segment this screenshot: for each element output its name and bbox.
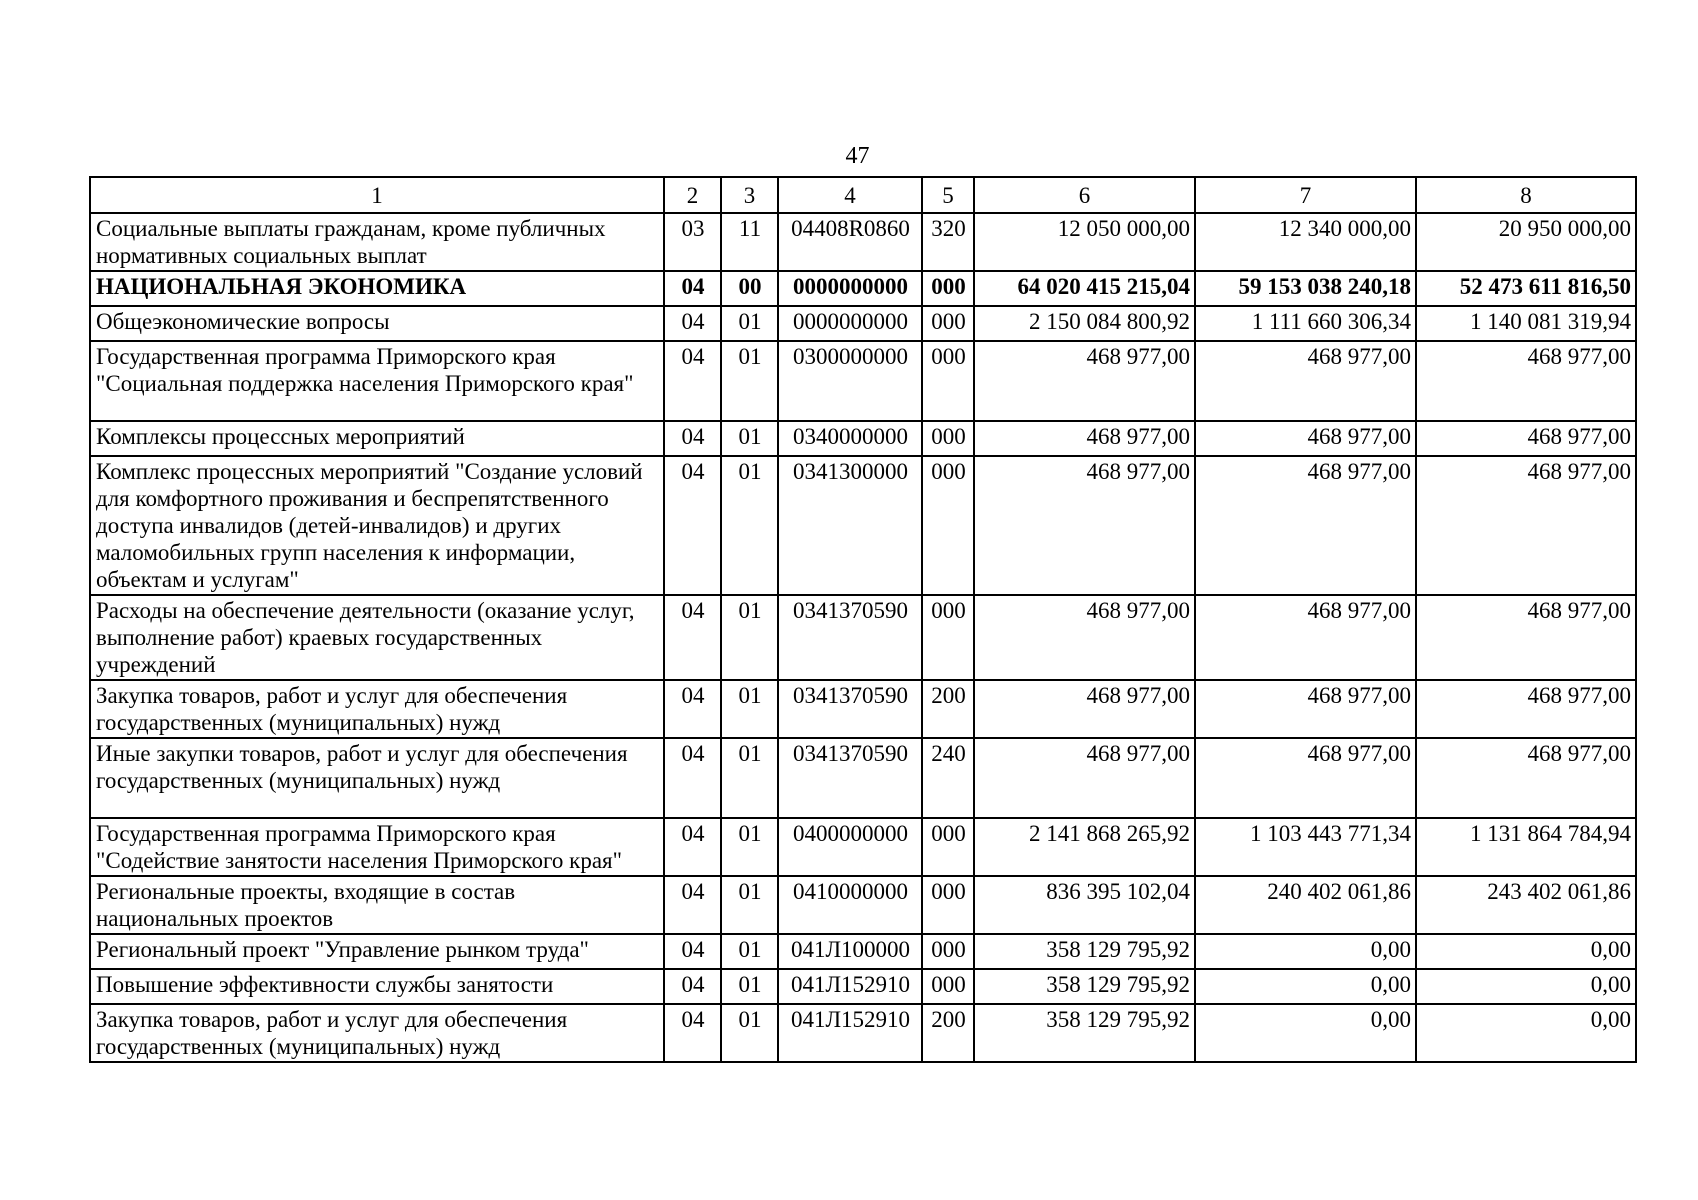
- row-code-2-cell: 04: [664, 818, 721, 876]
- row-code-4-cell: 0341370590: [778, 680, 922, 738]
- table-row: [90, 421, 1636, 456]
- row-amount-8-cell: 52 473 611 816,50: [1416, 271, 1636, 306]
- row-amount-8-cell: 468 977,00: [1416, 680, 1636, 738]
- table-row: [90, 680, 1636, 738]
- row-code-5-cell: 200: [922, 1004, 974, 1062]
- row-code-4-cell: 0000000000: [778, 271, 922, 306]
- row-code-3-cell: 01: [721, 876, 778, 934]
- row-code-3-cell: 01: [721, 969, 778, 1004]
- table-row: [90, 595, 1636, 680]
- table-row: [90, 1004, 1636, 1062]
- row-amount-7-cell: 12 340 000,00: [1195, 213, 1416, 271]
- row-code-5-cell: 000: [922, 595, 974, 680]
- column-header: 4: [778, 177, 922, 213]
- row-amount-6-cell: 468 977,00: [974, 341, 1195, 421]
- row-amount-8-cell: 468 977,00: [1416, 738, 1636, 818]
- row-amount-7-cell: 240 402 061,86: [1195, 876, 1416, 934]
- row-amount-7-cell: 0,00: [1195, 1004, 1416, 1062]
- row-code-3-cell: 01: [721, 818, 778, 876]
- row-code-5-cell: 000: [922, 969, 974, 1004]
- row-code-2-cell: 03: [664, 213, 721, 271]
- column-header: 7: [1195, 177, 1416, 213]
- row-amount-7-cell: 1 111 660 306,34: [1195, 306, 1416, 341]
- column-header: 3: [721, 177, 778, 213]
- row-code-5-cell: 000: [922, 818, 974, 876]
- row-amount-7-cell: 468 977,00: [1195, 680, 1416, 738]
- row-code-3-cell: 01: [721, 341, 778, 421]
- row-amount-6-cell: 358 129 795,92: [974, 969, 1195, 1004]
- row-code-5-cell: 200: [922, 680, 974, 738]
- row-amount-6-cell: 468 977,00: [974, 421, 1195, 456]
- row-amount-8-cell: 0,00: [1416, 969, 1636, 1004]
- row-code-4-cell: 0410000000: [778, 876, 922, 934]
- table-header-row: [90, 177, 1636, 213]
- row-name-cell: НАЦИОНАЛЬНАЯ ЭКОНОМИКА: [90, 271, 664, 306]
- row-amount-8-cell: 468 977,00: [1416, 341, 1636, 421]
- table-row: [90, 271, 1636, 306]
- row-code-2-cell: 04: [664, 456, 721, 595]
- row-code-4-cell: 0341370590: [778, 595, 922, 680]
- row-name-cell: Закупка товаров, работ и услуг для обеспечения государственных (муниципальных) нужд: [90, 680, 664, 738]
- row-code-5-cell: 320: [922, 213, 974, 271]
- row-code-3-cell: 01: [721, 456, 778, 595]
- row-amount-7-cell: 468 977,00: [1195, 456, 1416, 595]
- row-amount-8-cell: 243 402 061,86: [1416, 876, 1636, 934]
- row-name-cell: Региональные проекты, входящие в состав национальных проектов: [90, 876, 664, 934]
- row-code-4-cell: 041Л152910: [778, 1004, 922, 1062]
- row-code-2-cell: 04: [664, 271, 721, 306]
- row-code-2-cell: 04: [664, 680, 721, 738]
- row-amount-6-cell: 468 977,00: [974, 456, 1195, 595]
- row-name-cell: Расходы на обеспечение деятельности (оказание услуг, выполнение работ) краевых государственных учреждений: [90, 595, 664, 680]
- row-amount-7-cell: 59 153 038 240,18: [1195, 271, 1416, 306]
- row-code-2-cell: 04: [664, 876, 721, 934]
- row-name-cell: Закупка товаров, работ и услуг для обеспечения государственных (муниципальных) нужд: [90, 1004, 664, 1062]
- row-code-2-cell: 04: [664, 934, 721, 969]
- column-header: 5: [922, 177, 974, 213]
- table-row: [90, 213, 1636, 271]
- table-row: [90, 306, 1636, 341]
- column-header: 6: [974, 177, 1195, 213]
- row-code-4-cell: 041Л100000: [778, 934, 922, 969]
- row-code-5-cell: 240: [922, 738, 974, 818]
- row-name-cell: Государственная программа Приморского края "Социальная поддержка населения Приморского края": [90, 341, 664, 421]
- row-code-3-cell: 01: [721, 738, 778, 818]
- row-code-5-cell: 000: [922, 306, 974, 341]
- row-amount-7-cell: 0,00: [1195, 969, 1416, 1004]
- row-amount-6-cell: 12 050 000,00: [974, 213, 1195, 271]
- row-amount-6-cell: 358 129 795,92: [974, 1004, 1195, 1062]
- row-amount-7-cell: 468 977,00: [1195, 738, 1416, 818]
- column-header: 2: [664, 177, 721, 213]
- budget-table: [89, 176, 1637, 1063]
- row-code-4-cell: 0300000000: [778, 341, 922, 421]
- row-code-2-cell: 04: [664, 738, 721, 818]
- row-code-4-cell: 0341300000: [778, 456, 922, 595]
- column-header: 1: [90, 177, 664, 213]
- row-code-4-cell: 041Л152910: [778, 969, 922, 1004]
- row-name-cell: Иные закупки товаров, работ и услуг для обеспечения государственных (муниципальных) нужд: [90, 738, 664, 818]
- row-code-4-cell: 04408R0860: [778, 213, 922, 271]
- table-row: [90, 341, 1636, 421]
- row-amount-7-cell: 468 977,00: [1195, 421, 1416, 456]
- row-amount-8-cell: 1 140 081 319,94: [1416, 306, 1636, 341]
- row-code-2-cell: 04: [664, 595, 721, 680]
- row-code-2-cell: 04: [664, 341, 721, 421]
- table-row: [90, 818, 1636, 876]
- row-name-cell: Государственная программа Приморского края "Содействие занятости населения Приморского края": [90, 818, 664, 876]
- row-code-5-cell: 000: [922, 341, 974, 421]
- row-code-3-cell: 11: [721, 213, 778, 271]
- page-number: 47: [845, 143, 870, 169]
- row-code-4-cell: 0000000000: [778, 306, 922, 341]
- row-amount-6-cell: 64 020 415 215,04: [974, 271, 1195, 306]
- row-amount-6-cell: 358 129 795,92: [974, 934, 1195, 969]
- row-name-cell: Социальные выплаты гражданам, кроме публичных нормативных социальных выплат: [90, 213, 664, 271]
- row-code-2-cell: 04: [664, 421, 721, 456]
- row-code-2-cell: 04: [664, 1004, 721, 1062]
- table-body: [90, 213, 1636, 1062]
- row-code-4-cell: 0340000000: [778, 421, 922, 456]
- row-amount-7-cell: 468 977,00: [1195, 341, 1416, 421]
- table-row: [90, 876, 1636, 934]
- table-row: [90, 969, 1636, 1004]
- row-amount-8-cell: 1 131 864 784,94: [1416, 818, 1636, 876]
- column-header: 8: [1416, 177, 1636, 213]
- row-amount-6-cell: 2 141 868 265,92: [974, 818, 1195, 876]
- table-row: [90, 456, 1636, 595]
- row-code-5-cell: 000: [922, 876, 974, 934]
- row-amount-8-cell: 468 977,00: [1416, 456, 1636, 595]
- row-name-cell: Комплекс процессных мероприятий "Создание условий для комфортного проживания и беспрепятственного доступа инвалидов (детей-инвалидов) и других маломобильных групп населения к информации, объектам и услугам": [90, 456, 664, 595]
- row-code-5-cell: 000: [922, 421, 974, 456]
- row-amount-8-cell: 20 950 000,00: [1416, 213, 1636, 271]
- row-code-4-cell: 0400000000: [778, 818, 922, 876]
- row-name-cell: Повышение эффективности службы занятости: [90, 969, 664, 1004]
- table-row: [90, 738, 1636, 818]
- row-amount-8-cell: 468 977,00: [1416, 595, 1636, 680]
- row-code-5-cell: 000: [922, 934, 974, 969]
- row-amount-6-cell: 836 395 102,04: [974, 876, 1195, 934]
- row-code-2-cell: 04: [664, 969, 721, 1004]
- row-code-3-cell: 01: [721, 306, 778, 341]
- table-row: [90, 934, 1636, 969]
- row-amount-7-cell: 0,00: [1195, 934, 1416, 969]
- row-name-cell: Комплексы процессных мероприятий: [90, 421, 664, 456]
- row-code-3-cell: 01: [721, 595, 778, 680]
- row-code-5-cell: 000: [922, 271, 974, 306]
- row-code-3-cell: 01: [721, 1004, 778, 1062]
- row-name-cell: Общеэкономические вопросы: [90, 306, 664, 341]
- row-amount-7-cell: 468 977,00: [1195, 595, 1416, 680]
- row-code-4-cell: 0341370590: [778, 738, 922, 818]
- row-amount-8-cell: 468 977,00: [1416, 421, 1636, 456]
- row-name-cell: Региональный проект "Управление рынком труда": [90, 934, 664, 969]
- row-code-3-cell: 01: [721, 421, 778, 456]
- row-amount-7-cell: 1 103 443 771,34: [1195, 818, 1416, 876]
- row-code-3-cell: 00: [721, 271, 778, 306]
- row-code-2-cell: 04: [664, 306, 721, 341]
- row-amount-6-cell: 468 977,00: [974, 680, 1195, 738]
- row-amount-6-cell: 468 977,00: [974, 595, 1195, 680]
- row-amount-8-cell: 0,00: [1416, 1004, 1636, 1062]
- row-amount-6-cell: 2 150 084 800,92: [974, 306, 1195, 341]
- row-code-3-cell: 01: [721, 680, 778, 738]
- row-amount-6-cell: 468 977,00: [974, 738, 1195, 818]
- row-amount-8-cell: 0,00: [1416, 934, 1636, 969]
- row-code-3-cell: 01: [721, 934, 778, 969]
- row-code-5-cell: 000: [922, 456, 974, 595]
